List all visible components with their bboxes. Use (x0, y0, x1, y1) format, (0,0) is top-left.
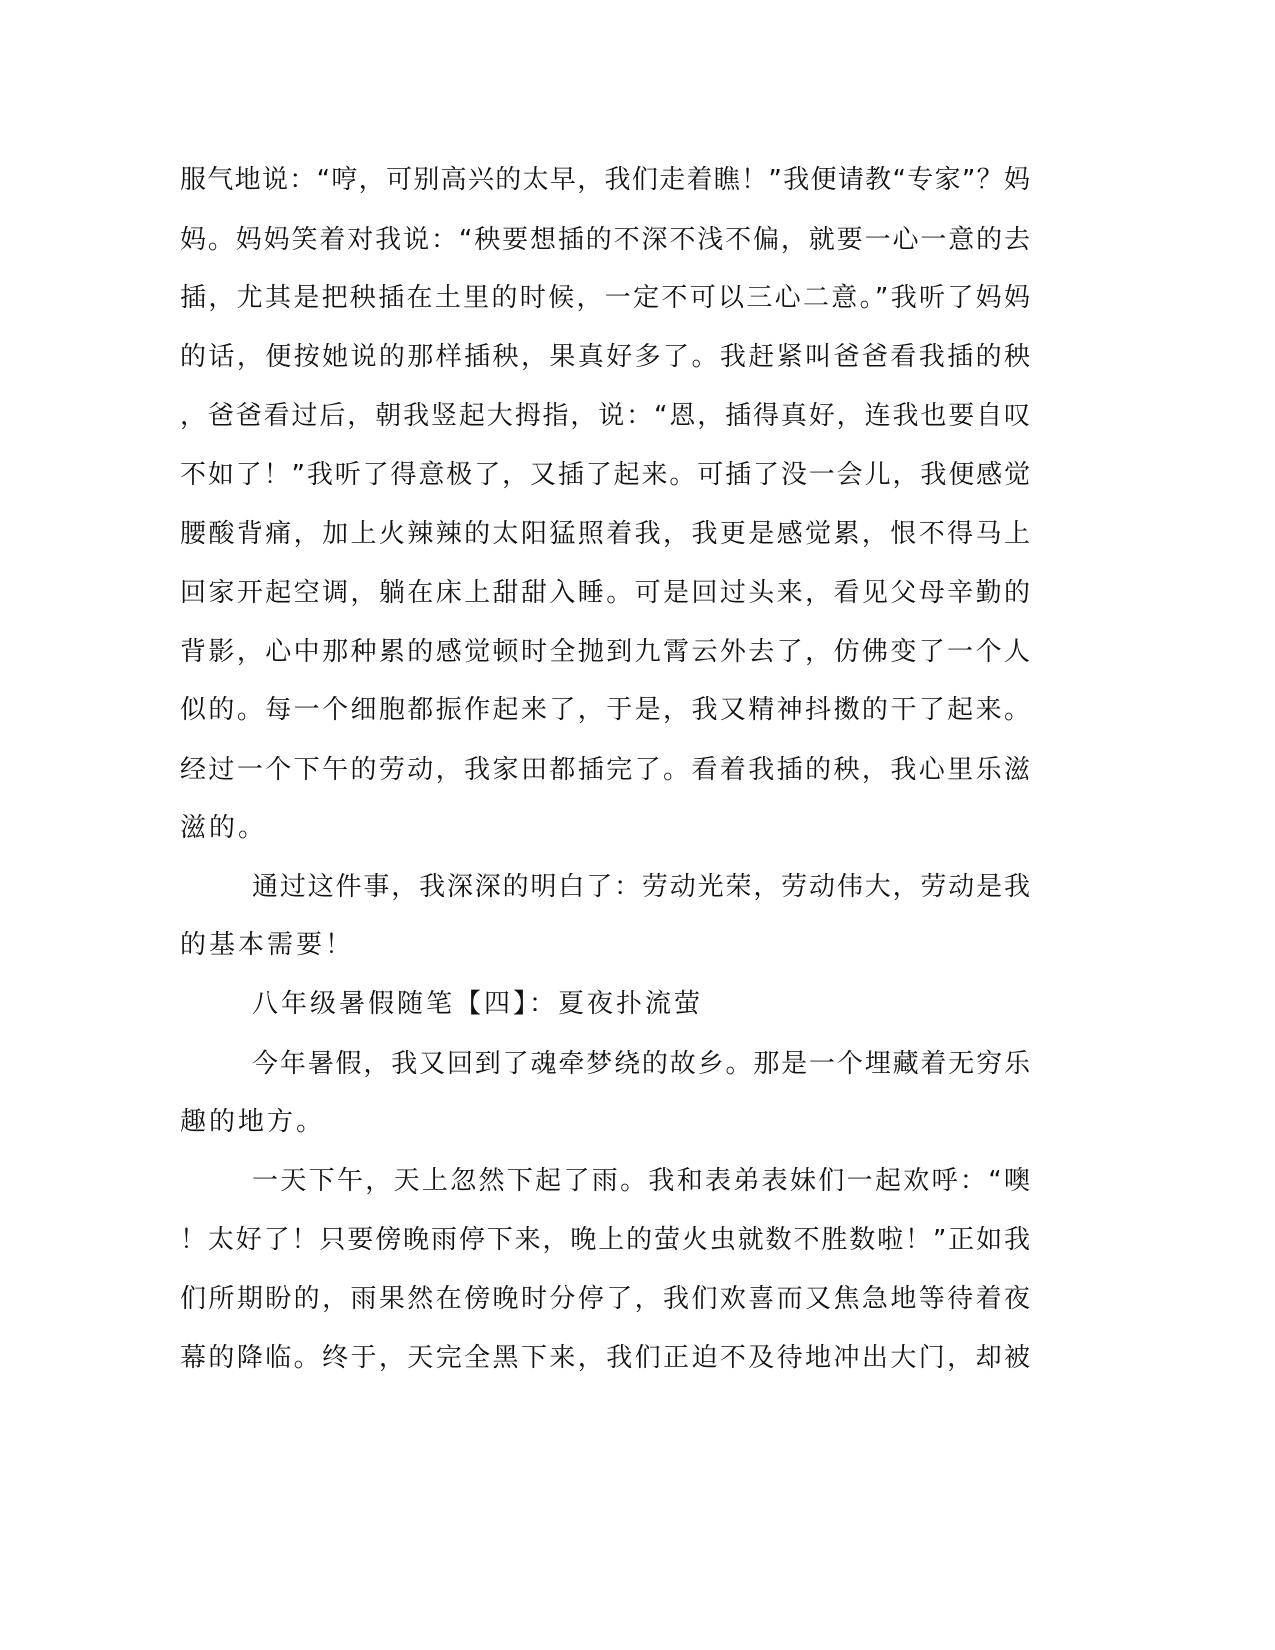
paragraph-line: 滋的。 (180, 813, 268, 843)
section-title: 八年级暑假随笔【四】：夏夜扑流萤 (252, 989, 704, 1019)
paragraph-line: 背影，心中那种累的感觉顿时全抛到九霄云外去了，仿佛变了一个人 (180, 637, 1030, 667)
paragraph-line: 插，尤其是把秧插在土里的时候，一定不可以三心二意。”我听了妈妈 (180, 283, 1030, 313)
paragraph-line: 的基本需要！ (180, 930, 355, 960)
paragraph-line: 一天下午，天上忽然下起了雨。我和表弟表妹们一起欢呼：“噢 (252, 1166, 1030, 1196)
paragraph-line: ，爸爸看过后，朝我竖起大拇指，说：“恩，插得真好，连我也要自叹 (180, 401, 1030, 431)
paragraph-line: 妈。妈妈笑着对我说：“秧要想插的不深不浅不偏，就要一心一意的去 (180, 225, 1030, 255)
paragraph-line: 们所期盼的，雨果然在傍晚时分停了，我们欢喜而又焦急地等待着夜 (180, 1284, 1030, 1314)
paragraph-line: 服气地说：“哼，可别高兴的太早，我们走着瞧！”我便请教“专家”？妈 (180, 165, 1030, 195)
paragraph-line: 的话，便按她说的那样插秧，果真好多了。我赶紧叫爸爸看我插的秧 (180, 342, 1030, 372)
paragraph-line: 经过一个下午的劳动，我家田都插完了。看着我插的秧，我心里乐滋 (180, 755, 1030, 785)
paragraph-line: 回家开起空调，躺在床上甜甜入睡。可是回过头来，看见父母辛勤的 (180, 578, 1030, 608)
paragraph-line: ！太好了！只要傍晚雨停下来，晚上的萤火虫就数不胜数啦！”正如我 (180, 1225, 1030, 1255)
paragraph-line: 趣的地方。 (180, 1107, 326, 1137)
paragraph-line: 似的。每一个细胞都振作起来了，于是，我又精神抖擞的干了起来。 (180, 695, 1030, 725)
paragraph-line: 幕的降临。终于，天完全黑下来，我们正迫不及待地冲出大门，却被 (180, 1343, 1030, 1373)
paragraph-line: 腰酸背痛，加上火辣辣的太阳猛照着我，我更是感觉累，恨不得马上 (180, 519, 1030, 549)
paragraph-line: 通过这件事，我深深的明白了：劳动光荣，劳动伟大，劳动是我 (252, 872, 1030, 902)
paragraph-line: 不如了！”我听了得意极了，又插了起来。可插了没一会儿，我便感觉 (180, 460, 1030, 490)
paragraph-line: 今年暑假，我又回到了魂牵梦绕的故乡。那是一个埋藏着无穷乐 (252, 1049, 1030, 1079)
